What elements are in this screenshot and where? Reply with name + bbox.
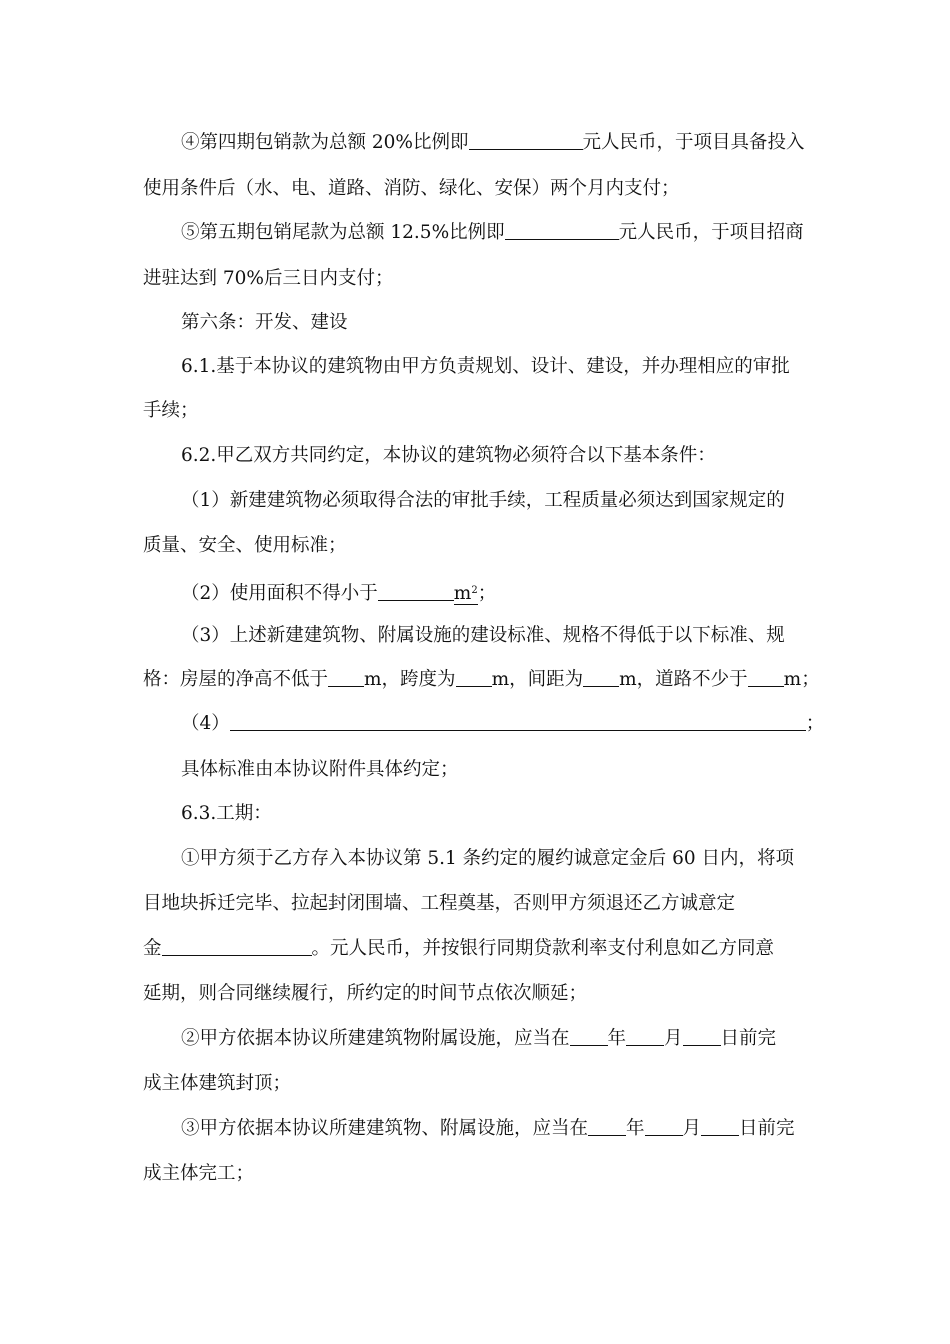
spacing-label: m，间距为: [491, 669, 584, 690]
phase4-text-cont: 元人民币，于项目具备投入: [582, 132, 805, 153]
condition-4-blank[interactable]: [230, 712, 806, 731]
area-unit-m: m: [453, 583, 472, 604]
term-2-line-1: [181, 1026, 776, 1052]
phase5-text: ⑤第五期包销尾款为总额 12.5%比例即: [181, 222, 505, 243]
phase4-line-1: [181, 130, 805, 156]
section-6-3-title: 6.3.工期：: [181, 803, 272, 824]
term-1-line-3: [143, 936, 774, 962]
term-2-line-2: 成主体建筑封顶；: [143, 1073, 292, 1094]
term-2-year-blank[interactable]: [570, 1027, 608, 1046]
area-unit: [454, 583, 478, 605]
condition-2-line: [181, 578, 496, 607]
term-3-line-2: 成主体完工；: [143, 1163, 255, 1184]
road-blank[interactable]: [748, 668, 784, 687]
condition-4-line: [181, 711, 824, 737]
phase4-amount-blank[interactable]: [469, 131, 583, 150]
phase4-line-2: 使用条件后（水、电、道路、消防、绿化、安保）两个月内支付；: [143, 178, 680, 199]
term-1-line-1: ①甲方须于乙方存入本协议第 5.1 条约定的履约诚意定金后 60 日内，将项: [181, 848, 794, 869]
condition-4-label: （4）: [181, 713, 230, 734]
term-3-day-blank[interactable]: [701, 1117, 739, 1136]
condition-1-line-2: 质量、安全、使用标准；: [143, 535, 347, 556]
span-label: m，跨度为: [364, 669, 456, 690]
term-2-text: ②甲方依据本协议所建建筑物附属设施，应当在: [181, 1028, 570, 1049]
standard-note: 具体标准由本协议附件具体约定；: [181, 759, 459, 780]
section-6-1-line-2: 手续；: [143, 400, 199, 421]
condition-4-end: ；: [805, 713, 825, 734]
term-1-line-2: 目地块拆迁完毕、拉起封闭围墙、工程奠基，否则甲方须退还乙方诚意定: [143, 893, 736, 914]
condition-3-line-2: [143, 667, 820, 693]
term-3-month-blank[interactable]: [645, 1117, 683, 1136]
deposit-text: 。元人民币，并按银行同期贷款利率支付利息如乙方同意: [311, 938, 775, 959]
condition-3-line-1: （3）上述新建建筑物、附属设施的建设标准、规格不得低于以下标准、规: [181, 625, 785, 646]
term-2-year: 年: [607, 1028, 627, 1049]
section-6-1-line-1: 6.1.基于本协议的建筑物由甲方负责规划、设计、建设，并办理相应的审批: [181, 356, 790, 377]
term-2-month-blank[interactable]: [626, 1027, 664, 1046]
term-3-line-1: [181, 1116, 795, 1142]
condition-2-end: ；: [477, 583, 497, 604]
condition-2-text: （2）使用面积不得小于: [181, 583, 378, 604]
phase5-line-2: 进驻达到 70%后三日内支付；: [143, 268, 394, 289]
term-3-day: 日前完: [739, 1118, 795, 1139]
article-6-title: 第六条：开发、建设: [181, 312, 348, 333]
term-3-year-blank[interactable]: [588, 1117, 626, 1136]
section-6-2-line: 6.2.甲乙双方共同约定，本协议的建筑物必须符合以下基本条件：: [181, 445, 716, 466]
road-label: m，道路不少于: [619, 669, 748, 690]
term-2-day-blank[interactable]: [683, 1027, 721, 1046]
height-label: 格：房屋的净高不低于: [143, 669, 329, 690]
term-3-text: ③甲方依据本协议所建建筑物、附属设施，应当在: [181, 1118, 589, 1139]
phase5-amount-blank[interactable]: [505, 221, 619, 240]
term-2-month: 月: [664, 1028, 683, 1049]
deposit-label: 金: [143, 938, 162, 959]
term-2-day: 日前完: [720, 1028, 777, 1049]
phase4-text: ④第四期包销款为总额 20%比例即: [181, 132, 469, 153]
height-blank[interactable]: [328, 668, 364, 687]
area-blank[interactable]: [378, 582, 454, 601]
term-3-year: 年: [626, 1118, 645, 1139]
phase5-line-1: [181, 220, 804, 246]
phase5-text-cont: 元人民币，于项目招商: [618, 222, 804, 243]
area-unit-sup: 2: [471, 585, 478, 596]
term-1-line-4: 延期，则合同继续履行，所约定的时间节点依次顺延；: [143, 983, 588, 1004]
term-3-month: 月: [682, 1118, 702, 1139]
road-unit: m；: [783, 669, 820, 690]
span-blank[interactable]: [456, 668, 492, 687]
condition-1-line-1: （1）新建建筑物必须取得合法的审批手续，工程质量必须达到国家规定的: [181, 490, 785, 511]
deposit-amount-blank[interactable]: [162, 937, 312, 956]
spacing-blank[interactable]: [583, 668, 619, 687]
